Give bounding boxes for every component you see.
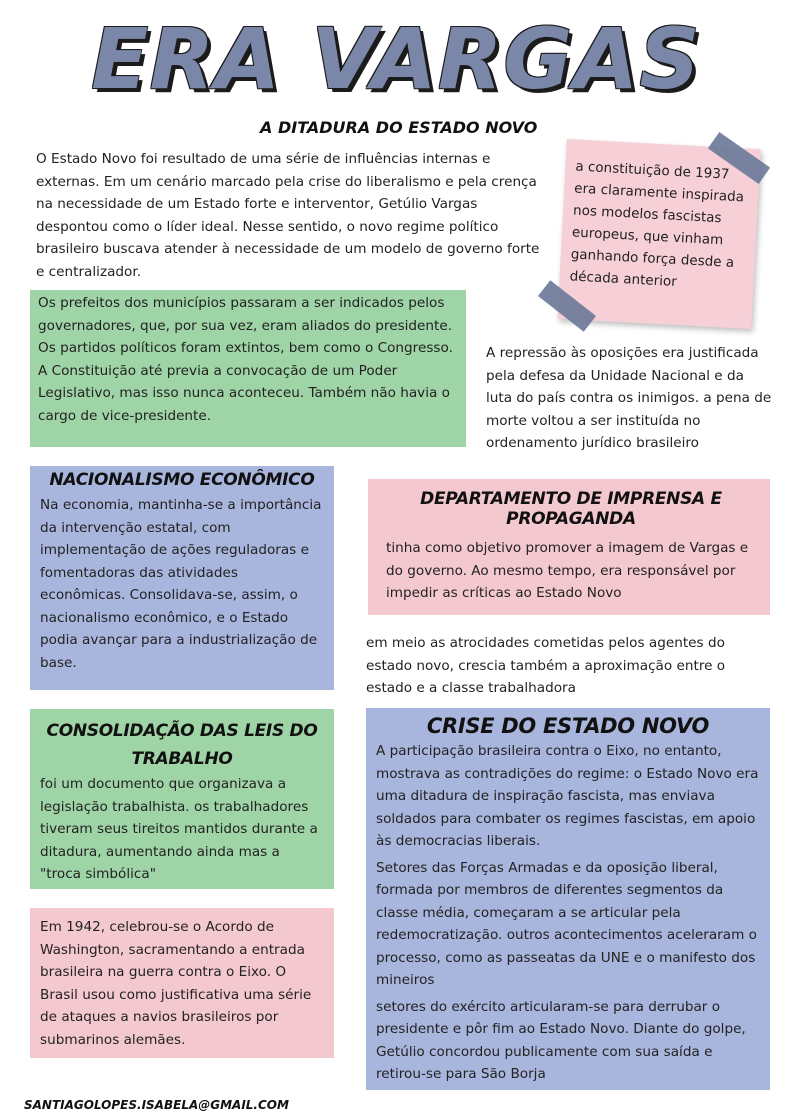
nacionalismo-box <box>30 466 334 690</box>
clt-heading: CONSOLIDAÇÃO DAS LEIS DO TRABALHO <box>46 721 318 769</box>
nacionalismo-heading: NACIONALISMO ECONÔMICO <box>49 470 315 490</box>
repressao-paragraph: A repressão às oposições era justificada pela defesa da Unidade Nacional e da luta do país contra os inimigos. a pena de morte voltou a ser instituída no ordenamento jurídico brasileiro <box>486 345 772 451</box>
crise-paragraph-1: A participação brasileira contra o Eixo, no entanto, mostrava as contradições do regime: o Estado Novo era uma ditadura de inspiração fascista, mas enviava soldados para combater os regimes fascistas, em apoio às democracias liberais. <box>376 743 759 849</box>
dip-text: tinha como objetivo promover a imagem de Vargas e do governo. Ao mesmo tempo, era responsável por impedir as críticas ao Estado Novo <box>386 540 749 601</box>
page-title: ERA VARGAS <box>91 10 701 108</box>
footer-email: SANTIAGOLOPES.ISABELA@GMAIL.COM <box>24 1098 289 1112</box>
prefeitos-box <box>30 290 466 447</box>
intro-paragraph: O Estado Novo foi resultado de uma série de influências internas e externas. Em um cenário marcado pela crise do liberalismo e pela crença na necessidade de um Estado forte e interventor, Getúlio Vargas despontou como o líder ideal. Nesse sentido, o novo regime político brasileiro buscava atender à necessidade de um modelo de governo forte e centralizador. <box>36 151 540 280</box>
dip-box <box>368 479 770 615</box>
page-subtitle: A DITADURA DO ESTADO NOVO <box>260 118 538 137</box>
clt-box <box>30 709 334 889</box>
prefeitos-text: Os prefeitos dos municípios passaram a ser indicados pelos governadores, que, por sua vez, eram aliados do presidente. Os partidos políticos foram extintos, bem como o Congresso. A Constituição até previa a convocação de um Poder Legislativo, mas isso nunca aconteceu. Também não havia o cargo de vice-presidente. <box>38 295 453 424</box>
crise-paragraph-3: setores do exército articularam-se para derrubar o presidente e pôr fim ao Estado Novo. Diante do golpe, Getúlio concordou publicamente com sua saída e retirou-se para São Borja <box>376 998 746 1082</box>
crise-heading: CRISE DO ESTADO NOVO <box>426 714 710 738</box>
sticky-note <box>557 139 760 329</box>
aproximacao-paragraph: em meio as atrocidades cometidas pelos agentes do estado novo, crescia também a aproximação entre o estado e a classe trabalhadora <box>366 635 726 696</box>
nacionalismo-text: Na economia, mantinha-se a importância da intervenção estatal, com implementação de ações reguladoras e fomentadoras das atividades econômicas. Consolidava-se, assim, o nacionalismo econômico, e o Estado podia avançar para a industrialização de base. <box>40 497 322 671</box>
acordo-text: Em 1942, celebrou-se o Acordo de Washington, sacramentando a entrada brasileira na guerra contra o Eixo. O Brasil usou como justificativa uma série de ataques a navios brasileiros por submarinos alemães. <box>40 919 312 1048</box>
dip-heading: DEPARTAMENTO DE IMPRENSA E PROPAGANDA <box>420 489 722 529</box>
sticky-note-text: a constituição de 1937 era claramente inspirada nos modelos fascistas europeus, que vinham ganhando força desde a década anterior <box>569 158 745 290</box>
acordo-box <box>30 908 334 1058</box>
crise-paragraph-2: Setores das Forças Armadas e da oposição liberal, formada por membros de diferentes segmentos da classe média, começaram a se articular pela redemocratização. outros acontecimentos aceleraram o processo, como as passeatas da UNE e o manifesto dos mineiros <box>376 859 757 988</box>
clt-text: foi um documento que organizava a legislação trabalhista. os trabalhadores tiveram seus tireitos mantidos durante a ditadura, aumentando ainda mas a "troca simbólica" <box>40 776 318 882</box>
crise-box <box>366 708 770 1090</box>
